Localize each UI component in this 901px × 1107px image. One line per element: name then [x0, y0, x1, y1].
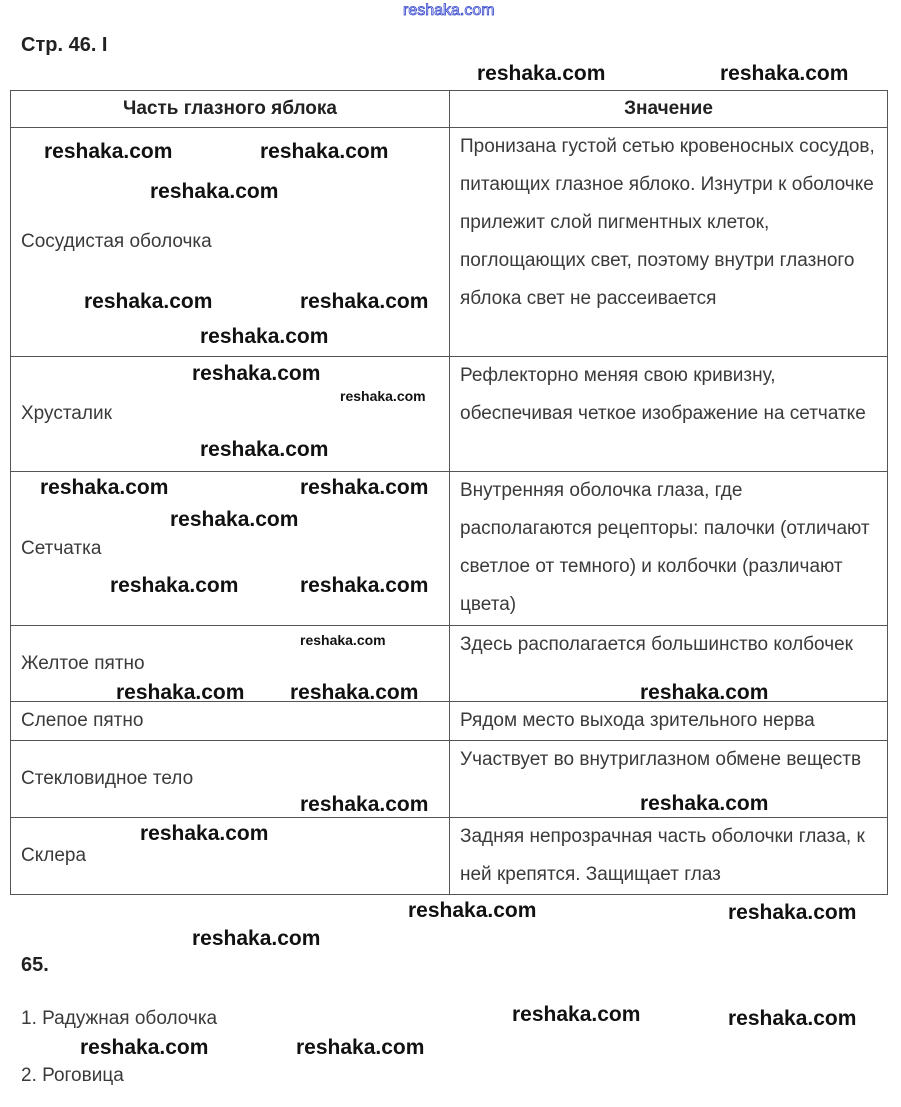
watermark: reshaka.com	[728, 901, 857, 924]
header-part: Часть глазного яблока	[11, 91, 450, 128]
exercise-number: 65.	[21, 954, 49, 976]
watermark: reshaka.com	[300, 290, 429, 313]
watermark: reshaka.com	[260, 140, 389, 163]
answer-item: 1. Радужная оболочка	[21, 1008, 218, 1029]
watermark: reshaka.com	[44, 140, 173, 163]
watermark: reshaka.com	[340, 388, 426, 404]
cell-part: Сетчатка	[11, 472, 450, 626]
table-row	[11, 702, 888, 741]
cell-meaning: Рядом место выхода зрительного нерва	[450, 702, 888, 741]
watermark: reshaka.com	[640, 681, 769, 704]
watermark: reshaka.com	[300, 574, 429, 597]
cell-meaning: Рефлекторно меняя свою кривизну, обеспечивая четкое изображение на сетчатке	[450, 357, 888, 472]
watermark: reshaka.com	[300, 793, 429, 816]
watermark: reshaka.com	[300, 632, 386, 648]
table-row	[11, 357, 888, 472]
watermark: reshaka.com	[300, 476, 429, 499]
cell-meaning: Внутренняя оболочка глаза, где располагаются рецепторы: палочки (отличают светлое от темного) и колбочки (различают цвета)	[450, 472, 888, 626]
watermark: reshaka.com	[728, 1007, 857, 1030]
cell-part: Хрусталик	[11, 357, 450, 472]
cell-meaning: Задняя непрозрачная часть оболочки глаза, к ней крепятся. Защищает глаз	[450, 818, 888, 895]
watermark: reshaka.com	[296, 1036, 425, 1059]
watermark: reshaka.com	[408, 899, 537, 922]
watermark: reshaka.com	[80, 1036, 209, 1059]
watermark: reshaka.com	[150, 180, 279, 203]
cell-part: Слепое пятно	[11, 702, 450, 741]
watermark: reshaka.com	[512, 1003, 641, 1026]
page-title: Стр. 46. I	[21, 34, 108, 56]
cell-part: Стекловидное тело	[11, 741, 450, 818]
watermark: reshaka.com	[477, 62, 606, 85]
watermark: reshaka.com	[200, 325, 329, 348]
watermark: reshaka.com	[200, 438, 329, 461]
watermark: reshaka.com	[192, 927, 321, 950]
header-meaning: Значение	[450, 91, 888, 128]
watermark: reshaka.com	[84, 290, 213, 313]
watermark: reshaka.com	[290, 681, 419, 704]
watermark: reshaka.com	[192, 362, 321, 385]
watermark: reshaka.com	[170, 508, 299, 531]
cell-meaning: Здесь располагается большинство колбочек	[450, 626, 888, 702]
cell-part: Склера	[11, 818, 450, 895]
watermark: reshaka.com	[403, 2, 495, 19]
watermark: reshaka.com	[720, 62, 849, 85]
cell-part: Желтое пятно	[11, 626, 450, 702]
cell-meaning: Пронизана густой сетью кровеносных сосудов, питающих глазное яблоко. Изнутри к оболочке прилежит слой пигментных клеток, поглощающих свет, поэтому внутри глазного яблока свет не рассеивается	[450, 128, 888, 357]
table-header-row	[11, 91, 888, 128]
watermark: reshaka.com	[140, 822, 269, 845]
watermark: reshaka.com	[640, 792, 769, 815]
watermark: reshaka.com	[110, 574, 239, 597]
watermark: reshaka.com	[40, 476, 169, 499]
watermark: reshaka.com	[116, 681, 245, 704]
answer-item: 2. Роговица	[21, 1065, 124, 1086]
cell-part: Сосудистая оболочка	[11, 128, 450, 357]
cell-meaning: Участвует во внутриглазном обмене веществ	[450, 741, 888, 818]
